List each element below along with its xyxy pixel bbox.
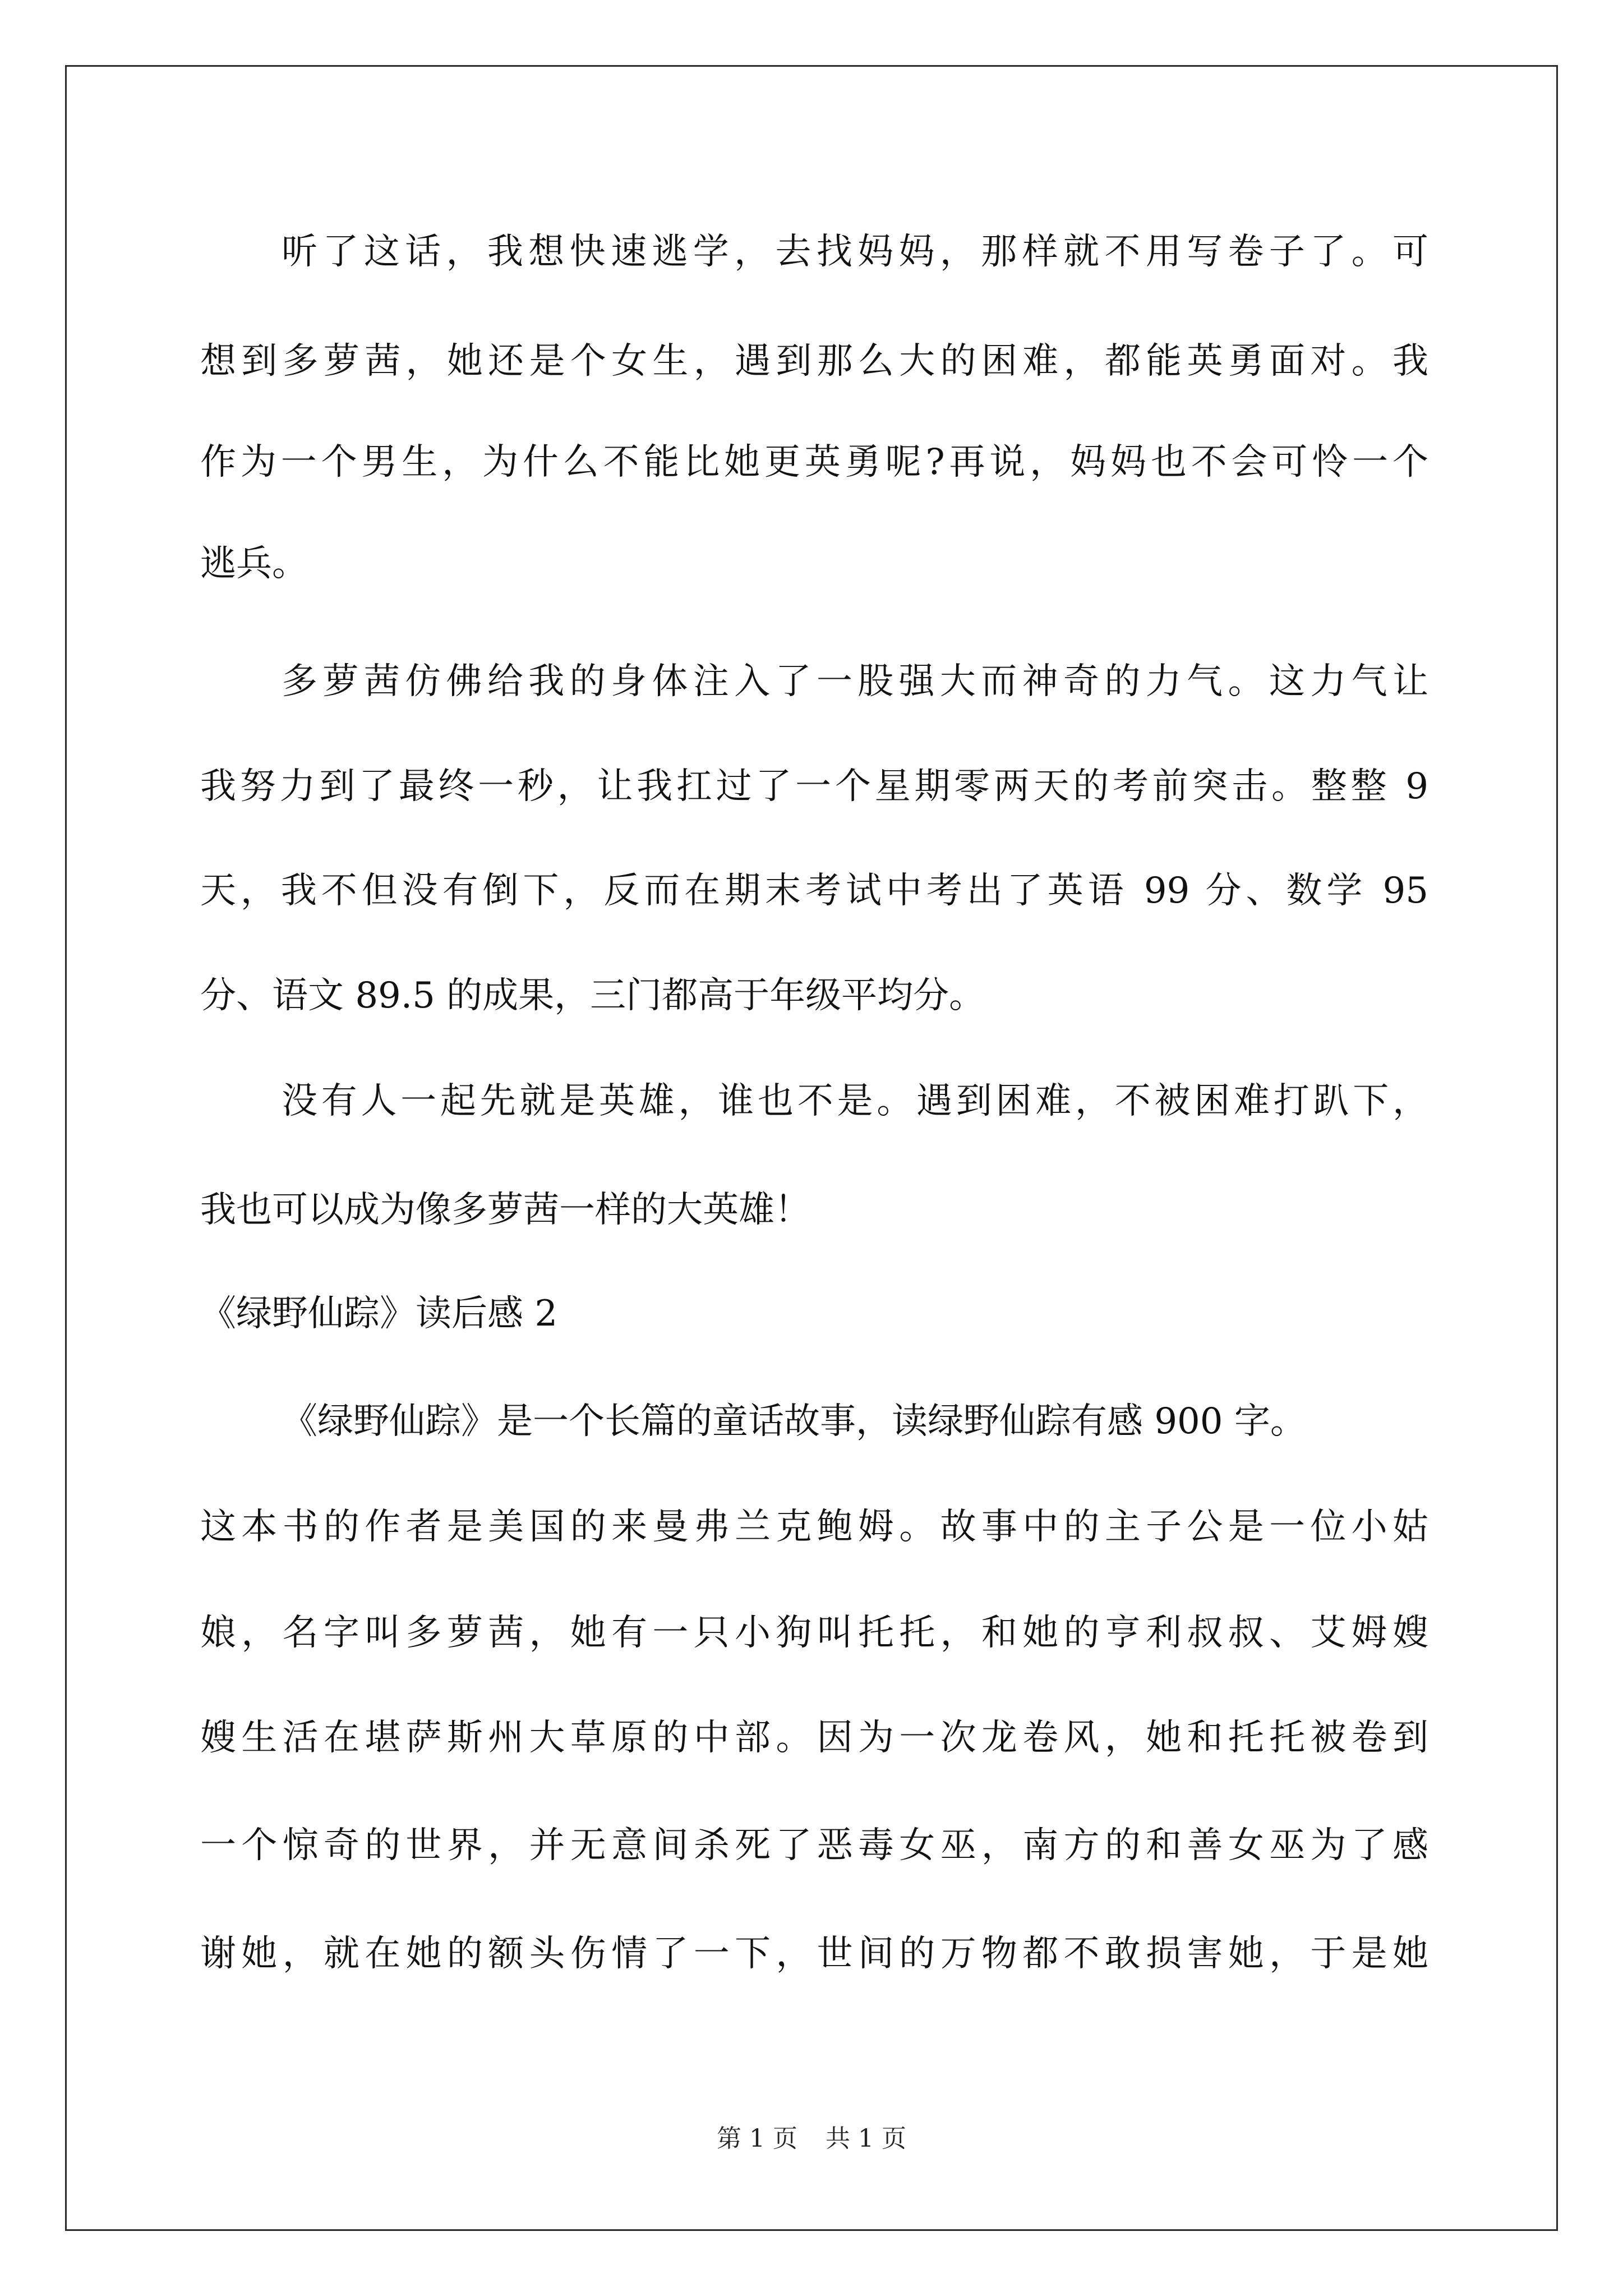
paragraph-line: 听了这话，我想快速逃学，去找妈妈，那样就不用写卷子了。可 [282,231,1428,273]
paragraph-line: 谢她，就在她的额头伤情了一下，世间的万物都不敢损害她，于是她 [200,1933,1428,1975]
page-total: 共 1 页 [826,2124,906,2153]
paragraph-line: 天，我不但没有倒下，反而在期末考试中考出了英语 99 分、数学 95 [200,870,1428,912]
paragraph-line: 没有人一起先就是英雄，谁也不是。遇到困难，不被困难打趴下， [282,1080,1428,1122]
page-number: 第 1 页 [717,2124,797,2153]
paragraph-line: 这本书的作者是美国的来曼弗兰克鲍姆。故事中的主子公是一位小姑 [200,1506,1428,1548]
paragraph-line: 逃兵。 [200,543,308,585]
paragraph-line: 一个惊奇的世界，并无意间杀死了恶毒女巫，南方的和善女巫为了感 [200,1825,1428,1866]
paragraph-line: 《绿野仙踪》是一个长篇的童话故事，读绿野仙踪有感 900 字。 [282,1401,1306,1442]
paragraph-line: 我也可以成为像多萝茜一样的大英雄！ [200,1189,810,1231]
section-heading: 《绿野仙踪》读后感 2 [200,1293,558,1335]
paragraph-line: 我努力到了最终一秒，让我扛过了一个星期零两天的考前突击。整整 9 [200,766,1428,807]
paragraph-line: 分、语文 89.5 的成果，三门都高于年级平均分。 [200,975,985,1016]
paragraph-line: 想到多萝茜，她还是个女生，遇到那么大的困难，都能英勇面对。我 [200,341,1428,382]
page-border [65,65,1558,2231]
paragraph-line: 嫂生活在堪萨斯州大草原的中部。因为一次龙卷风，她和托托被卷到 [200,1717,1428,1759]
paragraph-line: 作为一个男生，为什么不能比她更英勇呢?再说，妈妈也不会可怜一个 [200,441,1428,483]
page-footer [0,2122,1623,2156]
paragraph-line: 多萝茜仿佛给我的身体注入了一股强大而神奇的力气。这力气让 [282,661,1428,702]
paragraph-line: 娘，名字叫多萝茜，她有一只小狗叫托托，和她的亨利叔叔、艾姆嫂 [200,1612,1428,1654]
